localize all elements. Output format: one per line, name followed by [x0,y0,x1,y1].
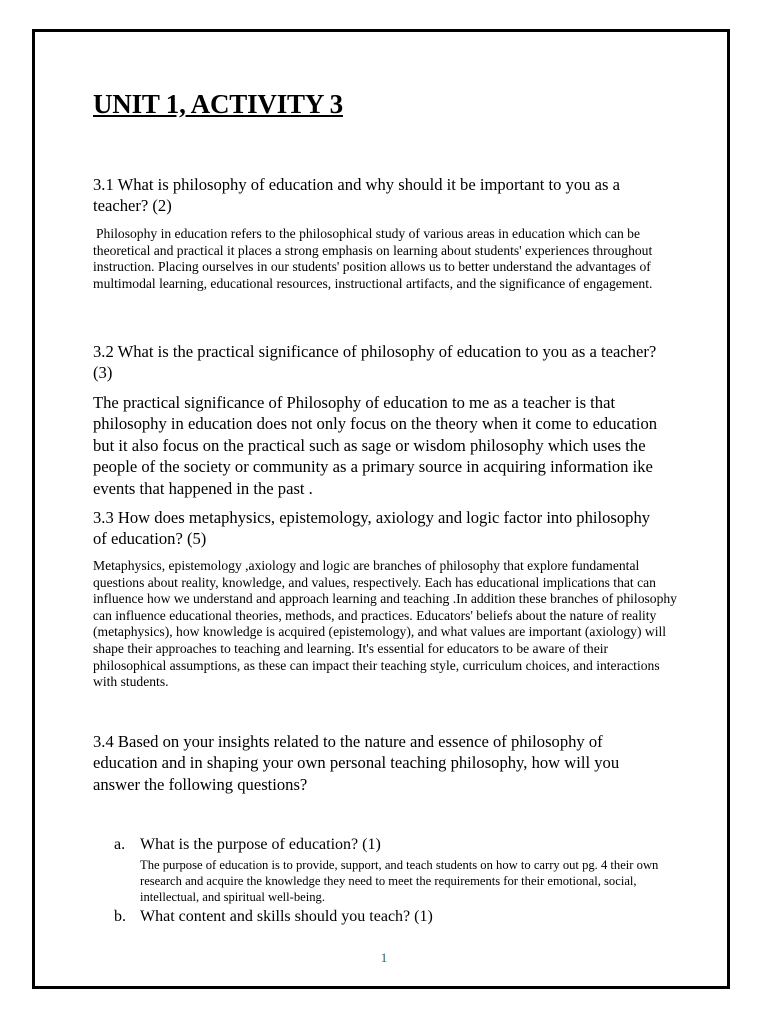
sub-question-b: What content and skills should you teach? (1) [140,908,433,925]
question-3-3: 3.3 How does metaphysics, epistemology, axiology and logic factor into philosophy of education? (5) [93,508,651,548]
question-3-4: 3.4 Based on your insights related to the nature and essence of philosophy of education and in shaping your own personal teaching philosophy, how will you answer the following questions? [93,732,620,794]
question-3-1: 3.1 What is philosophy of education and why should it be important to you as a teacher? (2) [93,175,620,215]
page-number: 1 [380,950,388,965]
question-3-2: 3.2 What is the practical significance of philosophy of education to you as a teacher? (3) [93,342,657,382]
list-marker: a. [114,836,126,853]
list-marker: b. [114,908,126,925]
sub-question-a: What is the purpose of education? (1) [140,836,381,853]
answer-3-1: Philosophy in education refers to the philosophical study of various areas in education which can be theoretical and practical it places a strong emphasis on learning about students' experiences throughout instruction. Placing ourselves in our students' position allows us to better understand the advantages of multimodal learning, educational resources, instructional artifacts, and the significance of engagement. [93,226,653,291]
answer-3-2: The practical significance of Philosophy of education to me as a teacher is that philosophy in education does not only focus on the theory when it come to education but it also focus on the practical such as sage or wisdom philosophy which uses the people of the society or community as a primary source in acquiring information ike events that happened in the past . [93,393,658,498]
sub-answer-a: The purpose of education is to provide, support, and teach students on how to carry out pg. 4 their own research and acquire the knowledge they need to meet the requirements for their emotional, social, intellectual, and spiritual well-being. [140,858,659,905]
page-title: UNIT 1, ACTIVITY 3 [93,89,343,119]
answer-3-3: Metaphysics, epistemology ,axiology and logic are branches of philosophy that explore fundamental questions about reality, knowledge, and values, respectively. Each has educational implications that can influence how we understand and approach learning and teaching .In addition these branches of philosophy can influence educational theories, methods, and practices. Educators' beliefs about the nature of reality (metaphysics), how knowledge is acquired (epistemology), and what values are important (axiology) will shape their approaches to teaching and learning. It's essential for educators to be aware of their philosophical assumptions, as these can impact their teaching style, curriculum choices, and interactions with students. [93,558,677,690]
